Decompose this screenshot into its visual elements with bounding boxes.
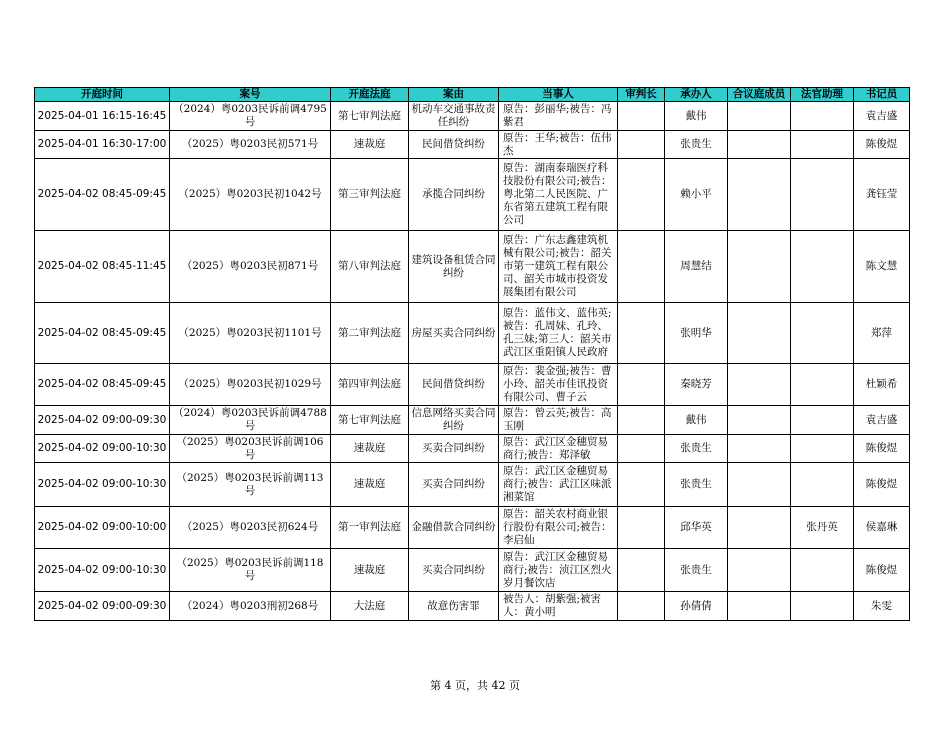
cell-parties: 原告：武江区金穗贸易商行;被告：武江区味派湘菜馆: [499, 463, 618, 507]
cell-cause: 房屋买卖合同纠纷: [409, 303, 499, 364]
cell-parties: 原告：广东志鑫建筑机械有限公司;被告：韶关市第一建筑工程有限公司、韶关市城市投资发展集团有限公司: [499, 231, 618, 303]
table-header-row: [35, 88, 910, 102]
cell-assistant: [791, 303, 854, 364]
cell-case-no: （2025）粤0203民初1042号: [170, 159, 331, 231]
cell-parties: 原告：湖南泰瑞医疗科技股份有限公司;被告：粤北第二人民医院、广东省第五建筑工程有限公司: [499, 159, 618, 231]
table-row: [35, 592, 910, 621]
cell-parties: 原告：裴金强;被告：曹小玲、韶关市佳讯投资有限公司、曹子云: [499, 364, 618, 406]
cell-assistant: [791, 592, 854, 621]
cell-time: 2025-04-02 09:00-10:00: [35, 507, 170, 549]
cell-clerk: 侯嘉琳: [854, 507, 910, 549]
cell-handler: 张贵生: [665, 463, 728, 507]
col-header-clerk: 书记员: [854, 88, 910, 102]
cell-court: 速裁庭: [331, 435, 409, 463]
cell-court: 速裁庭: [331, 131, 409, 159]
col-header-assistant: 法官助理: [791, 88, 854, 102]
cell-panel: [728, 435, 791, 463]
cell-cause: 民间借贷纠纷: [409, 131, 499, 159]
cell-cause: 机动车交通事故责任纠纷: [409, 102, 499, 131]
cell-cause: 买卖合同纠纷: [409, 549, 499, 592]
cell-case-no: （2025）粤0203民诉前调106号: [170, 435, 331, 463]
cell-clerk: 陈俊煜: [854, 131, 910, 159]
table-row: [35, 406, 910, 435]
cell-chief-judge: [618, 102, 665, 131]
cell-handler: 张贵生: [665, 131, 728, 159]
cell-panel: [728, 364, 791, 406]
col-header-parties: 当事人: [499, 88, 618, 102]
cell-panel: [728, 303, 791, 364]
cell-handler: 张贵生: [665, 549, 728, 592]
cell-clerk: 袁吉盛: [854, 102, 910, 131]
table-row: [35, 131, 910, 159]
cell-time: 2025-04-01 16:30-17:00: [35, 131, 170, 159]
cell-clerk: 郑萍: [854, 303, 910, 364]
cell-cause: 买卖合同纠纷: [409, 435, 499, 463]
cell-chief-judge: [618, 463, 665, 507]
cell-chief-judge: [618, 435, 665, 463]
cell-chief-judge: [618, 364, 665, 406]
cell-handler: 周慧结: [665, 231, 728, 303]
cell-handler: 邱华英: [665, 507, 728, 549]
col-header-panel: 合议庭成员: [728, 88, 791, 102]
cell-chief-judge: [618, 131, 665, 159]
cell-assistant: [791, 463, 854, 507]
table-row: [35, 102, 910, 131]
cell-time: 2025-04-02 08:45-09:45: [35, 159, 170, 231]
cell-parties: 原告：武江区金穗贸易商行;被告：郑泽敏: [499, 435, 618, 463]
cell-panel: [728, 549, 791, 592]
cell-clerk: 杜颖希: [854, 364, 910, 406]
cell-case-no: （2024）粤0203刑初268号: [170, 592, 331, 621]
cell-cause: 信息网络买卖合同纠纷: [409, 406, 499, 435]
cell-case-no: （2025）粤0203民初1029号: [170, 364, 331, 406]
cell-time: 2025-04-01 16:15-16:45: [35, 102, 170, 131]
cell-court: 速裁庭: [331, 549, 409, 592]
page-footer: 第 4 页，共 42 页: [430, 679, 520, 692]
cell-court: 第二审判法庭: [331, 303, 409, 364]
cell-time: 2025-04-02 08:45-11:45: [35, 231, 170, 303]
cell-clerk: 陈俊煜: [854, 463, 910, 507]
cell-case-no: （2025）粤0203民诉前调113号: [170, 463, 331, 507]
cell-case-no: （2024）粤0203民诉前调4795号: [170, 102, 331, 131]
col-header-case-no: 案号: [170, 88, 331, 102]
cell-panel: [728, 507, 791, 549]
table-row: [35, 303, 910, 364]
cell-case-no: （2025）粤0203民初871号: [170, 231, 331, 303]
cell-panel: [728, 131, 791, 159]
cell-handler: 张贵生: [665, 435, 728, 463]
cell-panel: [728, 159, 791, 231]
cell-clerk: 陈俊煜: [854, 435, 910, 463]
cell-time: 2025-04-02 08:45-09:45: [35, 364, 170, 406]
cell-time: 2025-04-02 09:00-10:30: [35, 435, 170, 463]
cell-time: 2025-04-02 09:00-09:30: [35, 406, 170, 435]
table-row: [35, 364, 910, 406]
cell-chief-judge: [618, 549, 665, 592]
col-header-handler: 承办人: [665, 88, 728, 102]
cell-assistant: [791, 549, 854, 592]
cell-handler: 孙倩倩: [665, 592, 728, 621]
cell-time: 2025-04-02 08:45-09:45: [35, 303, 170, 364]
cell-chief-judge: [618, 406, 665, 435]
cell-clerk: 龚钰莹: [854, 159, 910, 231]
cell-chief-judge: [618, 159, 665, 231]
cell-assistant: [791, 364, 854, 406]
cell-clerk: 陈文慧: [854, 231, 910, 303]
cell-panel: [728, 592, 791, 621]
cell-court: 大法庭: [331, 592, 409, 621]
cell-handler: 秦晓芳: [665, 364, 728, 406]
cell-parties: 原告：武江区金穗贸易商行;被告：浈江区烈火岁月餐饮店: [499, 549, 618, 592]
cell-panel: [728, 406, 791, 435]
table-row: [35, 463, 910, 507]
cell-assistant: [791, 406, 854, 435]
cell-assistant: [791, 102, 854, 131]
cell-court: 第八审判法庭: [331, 231, 409, 303]
cell-parties: 被告人：胡紫强;被害人：黄小明: [499, 592, 618, 621]
cell-case-no: （2025）粤0203民初624号: [170, 507, 331, 549]
col-header-time: 开庭时间: [35, 88, 170, 102]
cell-handler: 戴伟: [665, 406, 728, 435]
cell-panel: [728, 463, 791, 507]
col-header-court: 开庭法庭: [331, 88, 409, 102]
cell-assistant: 张丹英: [791, 507, 854, 549]
cell-parties: 原告：王华;被告：伍伟杰: [499, 131, 618, 159]
cell-assistant: [791, 131, 854, 159]
cell-cause: 建筑设备租赁合同纠纷: [409, 231, 499, 303]
cell-court: 速裁庭: [331, 463, 409, 507]
cell-cause: 金融借款合同纠纷: [409, 507, 499, 549]
cell-time: 2025-04-02 09:00-09:30: [35, 592, 170, 621]
cell-court: 第四审判法庭: [331, 364, 409, 406]
cell-court: 第三审判法庭: [331, 159, 409, 231]
cell-case-no: （2025）粤0203民诉前调118号: [170, 549, 331, 592]
cell-parties: 原告：彭丽华;被告：冯紫君: [499, 102, 618, 131]
cell-court: 第七审判法庭: [331, 406, 409, 435]
table-row: [35, 435, 910, 463]
cell-cause: 买卖合同纠纷: [409, 463, 499, 507]
cell-handler: 张明华: [665, 303, 728, 364]
cell-time: 2025-04-02 09:00-10:30: [35, 549, 170, 592]
cell-clerk: 陈俊煜: [854, 549, 910, 592]
cell-assistant: [791, 159, 854, 231]
cell-handler: 赖小平: [665, 159, 728, 231]
cell-case-no: （2024）粤0203民诉前调4788号: [170, 406, 331, 435]
table-row: [35, 507, 910, 549]
cell-chief-judge: [618, 303, 665, 364]
cell-case-no: （2025）粤0203民初571号: [170, 131, 331, 159]
cell-cause: 故意伤害罪: [409, 592, 499, 621]
table-row: [35, 159, 910, 231]
table-row: [35, 231, 910, 303]
cell-panel: [728, 231, 791, 303]
hearing-schedule-table: [34, 87, 910, 621]
cell-court: 第一审判法庭: [331, 507, 409, 549]
cell-clerk: 袁吉盛: [854, 406, 910, 435]
cell-case-no: （2025）粤0203民初1101号: [170, 303, 331, 364]
cell-chief-judge: [618, 507, 665, 549]
cell-assistant: [791, 231, 854, 303]
table-row: [35, 549, 910, 592]
cell-chief-judge: [618, 592, 665, 621]
cell-parties: 原告：韶关农村商业银行股份有限公司;被告：李启仙: [499, 507, 618, 549]
cell-court: 第七审判法庭: [331, 102, 409, 131]
cell-assistant: [791, 435, 854, 463]
col-header-cause: 案由: [409, 88, 499, 102]
cell-panel: [728, 102, 791, 131]
cell-cause: 民间借贷纠纷: [409, 364, 499, 406]
col-header-chief-judge: 审判长: [618, 88, 665, 102]
cell-clerk: 朱雯: [854, 592, 910, 621]
cell-parties: 原告：曾云英;被告：高玉刚: [499, 406, 618, 435]
cell-handler: 戴伟: [665, 102, 728, 131]
cell-chief-judge: [618, 231, 665, 303]
cell-parties: 原告：蓝伟文、蓝伟英;被告：孔周妹、孔玲、孔三妹;第三人：韶关市武江区重阳镇人民政府: [499, 303, 618, 364]
cell-cause: 承揽合同纠纷: [409, 159, 499, 231]
cell-time: 2025-04-02 09:00-10:30: [35, 463, 170, 507]
